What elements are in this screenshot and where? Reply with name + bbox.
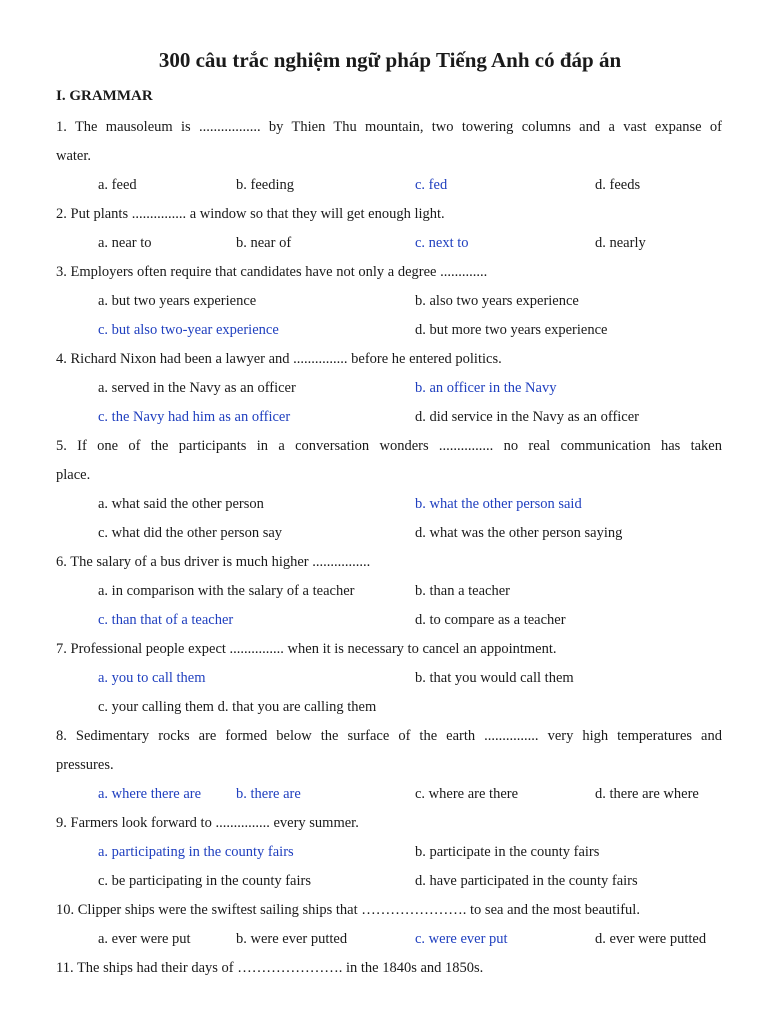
question-9-option-c: c. be participating in the county fairs xyxy=(98,873,311,889)
question-7-option-a-answer: a. you to call them xyxy=(98,670,206,686)
question-5-option-d: d. what was the other person saying xyxy=(415,525,623,541)
question-6-option-a: a. in comparison with the salary of a teacher xyxy=(98,583,355,599)
question-5-option-c: c. what did the other person say xyxy=(98,525,283,541)
document-title: 300 câu trắc nghiệm ngữ pháp Tiếng Anh có đáp án xyxy=(158,48,622,72)
question-6-option-b: b. than a teacher xyxy=(415,583,511,599)
question-11-text: 11. The ships had their days of …………………. in the 1840s and 1850s. xyxy=(56,960,484,976)
question-2-option-b: b. near of xyxy=(236,235,292,251)
section-heading: I. GRAMMAR xyxy=(56,88,153,104)
question-2-option-c-answer: c. next to xyxy=(415,235,469,251)
question-9-option-d: d. have participated in the county fairs xyxy=(415,873,638,889)
question-1-option-c-answer: c. fed xyxy=(415,177,448,193)
question-9-text: 9. Farmers look forward to ............... every summer. xyxy=(56,815,359,831)
question-8-option-b: b. there are xyxy=(236,786,301,802)
question-1-text-cont: water. xyxy=(56,148,92,164)
question-10-option-d: d. ever were putted xyxy=(595,931,707,947)
question-8-text: 8. Sedimentary rocks are formed below the surface of the earth ............... very high temperatures and xyxy=(56,728,722,744)
question-1-option-d: d. feeds xyxy=(595,177,641,193)
question-1-option-a: a. feed xyxy=(98,177,137,193)
question-8-text-cont: pressures. xyxy=(56,757,114,773)
question-10-option-c-answer: c. were ever put xyxy=(415,931,508,947)
question-4-option-a: a. served in the Navy as an officer xyxy=(98,380,296,396)
question-2-option-a: a. near to xyxy=(98,235,152,251)
question-4-option-b-answer: b. an officer in the Navy xyxy=(415,380,557,396)
question-5-text-cont: place. xyxy=(56,467,91,483)
question-10-text: 10. Clipper ships were the swiftest sailing ships that …………………. to sea and the most beautiful. xyxy=(56,902,640,918)
question-5-option-a: a. what said the other person xyxy=(98,496,264,512)
question-4-option-d: d. did service in the Navy as an officer xyxy=(415,409,639,425)
question-3-text: 3. Employers often require that candidates have not only a degree ............. xyxy=(56,264,488,280)
question-8-option-a-answer: a. where there are xyxy=(98,786,202,802)
question-3-option-a: a. but two years experience xyxy=(98,293,257,309)
question-9-option-b: b. participate in the county fairs xyxy=(415,844,600,860)
question-3-option-b: b. also two years experience xyxy=(415,293,579,309)
question-5-option-b-answer: b. what the other person said xyxy=(415,496,582,512)
question-6-option-c-answer: c. than that of a teacher xyxy=(98,612,234,628)
question-8-option-d: d. there are where xyxy=(595,786,699,802)
question-2-option-d: d. nearly xyxy=(595,235,646,251)
question-5-text: 5. If one of the participants in a conversation wonders ............... no real communication has taken xyxy=(56,438,722,454)
question-7-option-b: b. that you would call them xyxy=(415,670,574,686)
question-9-option-a-answer: a. participating in the county fairs xyxy=(98,844,294,860)
question-2-text: 2. Put plants ............... a window so that they will get enough light. xyxy=(56,206,445,222)
question-1-option-b: b. feeding xyxy=(236,177,294,193)
question-4-text: 4. Richard Nixon had been a lawyer and ............... before he entered politics. xyxy=(56,351,502,367)
question-6-text: 6. The salary of a bus driver is much higher ................ xyxy=(56,554,371,570)
question-7-options-c-d: c. your calling them d. that you are calling them xyxy=(98,699,377,715)
question-6-option-d: d. to compare as a teacher xyxy=(415,612,566,628)
question-4-option-c: c. the Navy had him as an officer xyxy=(98,409,291,425)
question-3-option-d: d. but more two years experience xyxy=(415,322,608,338)
question-3-option-c-answer: c. but also two-year experience xyxy=(98,322,279,338)
question-8-option-c: c. where are there xyxy=(415,786,519,802)
question-7-text: 7. Professional people expect ............... when it is necessary to cancel an appointment. xyxy=(56,641,557,657)
question-10-option-b: b. were ever putted xyxy=(236,931,348,947)
question-10-option-a: a. ever were put xyxy=(98,931,191,947)
question-1-text: 1. The mausoleum is ................. by Thien Thu mountain, two towering columns and a vast expanse of xyxy=(56,119,722,135)
